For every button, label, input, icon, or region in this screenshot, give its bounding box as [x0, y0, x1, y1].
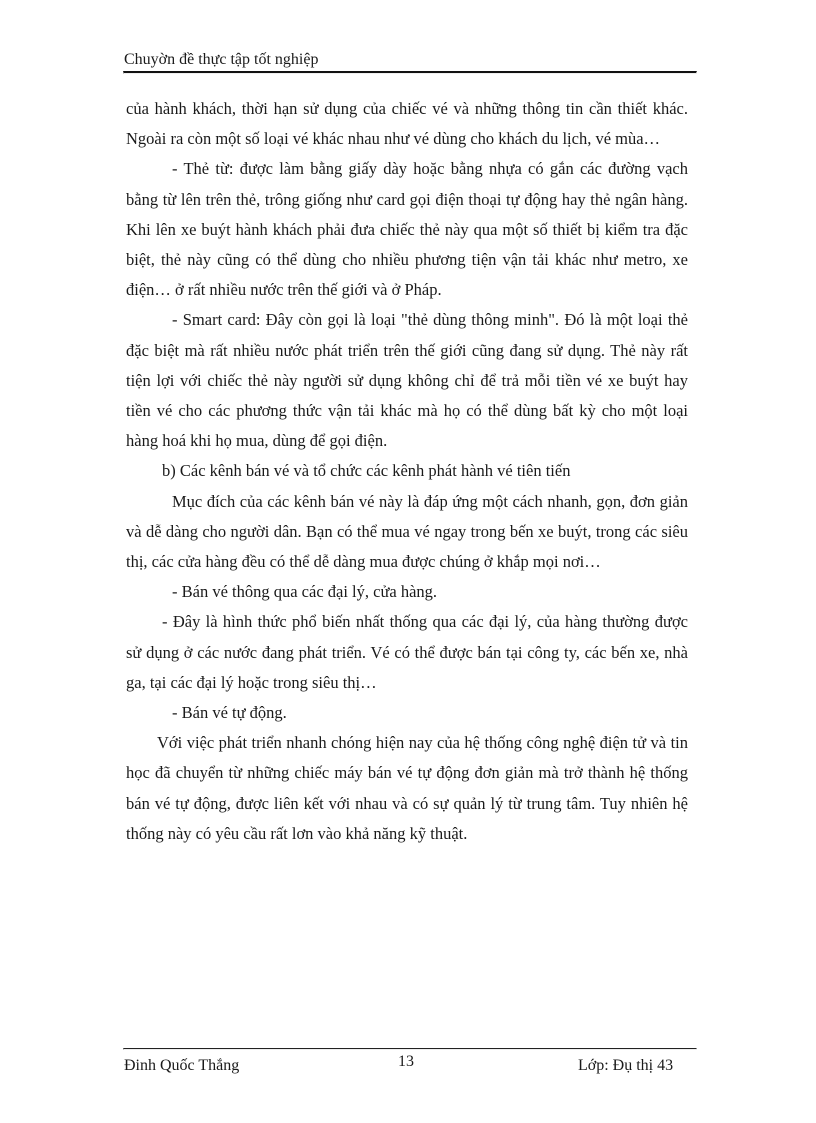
paragraph-ticket-info-continued: của hành khách, thời hạn sử dụng của chiếc vé và những thông tin cần thiết khác. Ngoài ra còn một số loại vé khác nhau như vé dùng cho khách du lịch, vé mùa…: [126, 99, 688, 149]
paragraph-magnetic-card: - Thẻ từ: được làm bằng giấy dày hoặc bằng nhựa có gắn các đường vạch bằng từ lên trên thẻ, trông giống như card gọi điện thoại tự động hay thẻ ngân hàng. Khi lên xe buýt hành khách phải đưa chiếc thẻ này qua một số thiết bị kiểm tra đặc biệt, thẻ này cũng có thể dùng cho nhiều phương tiện vận tải khác như metro, xe điện… ở rất nhiều nước trên thế giới và ở Pháp.: [126, 159, 688, 300]
footer-divider: [123, 1048, 697, 1050]
paragraph-sales-purpose: Mục đích của các kênh bán vé này là đáp ứng một cách nhanh, gọn, đơn giản và dễ dàng cho người dân. Bạn có thể mua vé ngay trong bến xe buýt, trong các siêu thị, các cửa hàng đều có thể dễ dàng mua được chúng ở khắp mọi nơi…: [126, 491, 688, 572]
paragraph-agency-detail: - Đây là hình thức phổ biến nhất thống qua các đại lý, của hàng thường được sử dụng ở các nước đang phát triển. Vé có thể được bán tại công ty, các bến xe, nhà ga, tại các đại lý hoặc trong siêu thị…: [126, 612, 688, 692]
body-text: [126, 94, 688, 849]
paragraph-automatic-systems: Với việc phát triển nhanh chóng hiện nay của hệ thống công nghệ điện tử và tin học đã chuyển từ những chiếc máy bán vé tự động đơn giản mà trở thành hệ thống bán vé tự động, được liên kết với nhau và có sự quản lý từ trung tâm. Tuy nhiên hệ thống này có yêu cầu rất lơn vào khả năng kỹ thuật.: [126, 733, 688, 843]
footer-class: Lớp: Đụ thị 43: [578, 1057, 674, 1074]
bullet-agency-sales: - Bán vé thông qua các đại lý, cửa hàng.: [172, 582, 438, 602]
section-heading-sales-channels: b) Các kênh bán vé và tổ chức các kênh phát hành vé tiên tiến: [162, 461, 571, 481]
header-divider: [123, 71, 697, 74]
footer-author: Đinh Quốc Thắng: [124, 1057, 240, 1074]
page-number: 13: [398, 1053, 414, 1070]
header-title: Chuyờn đề thực tập tốt nghiệp: [124, 51, 319, 68]
paragraph-smart-card: - Smart card: Đây còn gọi là loại "thẻ dùng thông minh". Đó là một loại thẻ đặc biệt mà rất nhiều nước phát triển trên thế giới cũng đang sử dụng. Thẻ này rất tiện lợi với chiếc thẻ này người sử dụng không chỉ để trả mỗi tiền vé xe buýt hay tiền vé cho các phương thức vận tải khác mà họ có thể dùng bất kỳ cho một loại hàng hoá khi họ mua, dùng để gọi điện.: [126, 310, 688, 451]
bullet-automatic-sales: - Bán vé tự động.: [172, 703, 287, 723]
